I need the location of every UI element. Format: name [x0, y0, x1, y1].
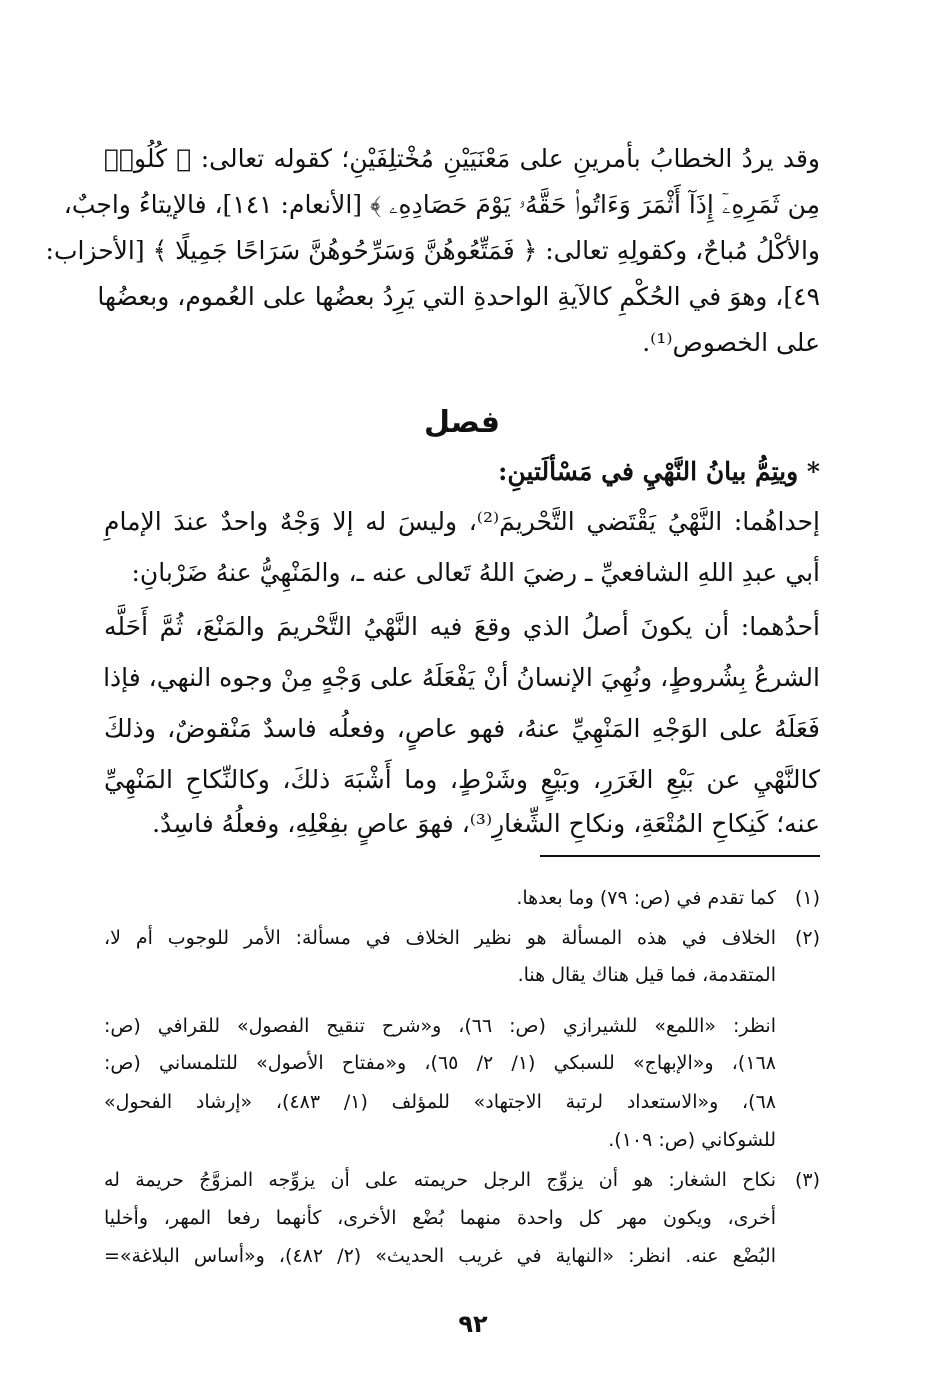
- footnote-number: (٣): [794, 1169, 820, 1191]
- footnote-line: انظر: «اللمع» للشيرازي (ص: ٦٦)، و«شرح تنقيح الفصول» للقرافي (ص:: [104, 1015, 776, 1037]
- intro-paragraph: [45, 137, 820, 367]
- footnote-1: [104, 880, 820, 920]
- text-line: وقد يردُ الخطابُ بأمرينِ على مَعْنَيَيْنِ مُخْتلِفَيْنِ؛ كقوله تعالى: ﴿ كُلُوا۟: [104, 144, 820, 173]
- footnote-line: ١٦٨)، و«الإبهاج» للسبكي (١/ ٢/ ٦٥)، و«مفتاح الأصول» للتلمساني (ص:: [104, 1052, 776, 1074]
- text-line: أحدُهما: أن يكونَ أصلُ الذي وقعَ فيه النَّهْيُ التَّحْريمَ والمَنْعَ، ثُمَّ أَحَلَّه: [104, 612, 820, 641]
- text-line: إحداهُما: النَّهْيُ يَقْتَضي التَّحْريمَ⁽²⁾، وليسَ له إلا وَجْهٌ واحدٌ عندَ الإمامِ: [104, 507, 820, 536]
- text-line: فَعَلَهُ على الوَجْهِ المَنْهِيِّ عنهُ، فهو عاصٍ، وفعلُه فاسدٌ مَنْقوضٌ، وذلكَ: [104, 714, 820, 743]
- section-heading: فصل: [424, 405, 500, 440]
- footnote-3: [104, 1162, 820, 1282]
- footnote-line: المتقدمة، فما قيل هناك يقال هنا.: [517, 964, 776, 986]
- footnote-line: ٦٨)، و«الاستعداد لرتبة الاجتهاد» للمؤلف (١/ ٤٨٣)، «إرشاد الفحول»: [104, 1091, 776, 1113]
- footnote-number: (٢): [794, 927, 820, 949]
- text-line: ٤٩]، وهوَ في الحُكْمِ كالآيةِ الواحدةِ التي يَرِدُ بعضُها على العُموم، وبعضُها: [97, 282, 820, 311]
- footnote-line: نكاح الشغار: هو أن يزوِّج الرجل حريمته على أن يزوِّجه المزوَّجُ حريمة له: [104, 1169, 776, 1191]
- text-line: على الخصوص⁽¹⁾.: [642, 328, 820, 357]
- text-line: مِن ثَمَرِهِۦٓ إِذَآ أَثْمَرَ وَءَاتُوا۟ حَقَّهُۥ يَوْمَ حَصَادِهِۦ ﴾ [الأنعام: ١٤١]، فالإيتاءُ واجبٌ،: [63, 190, 820, 219]
- text-line: والأكْلُ مُباحٌ، وكقولِهِ تعالى: ﴿ فَمَتِّعُوهُنَّ وَسَرِّحُوهُنَّ سَرَاحًا جَمِيلًا ﴾ [الأحزاب:: [45, 236, 820, 265]
- section-body: [104, 450, 820, 840]
- footnote-line: كما تقدم في (ص: ٧٩) وما بعدها.: [516, 887, 776, 909]
- text-line: أبي عبدِ اللهِ الشافعيِّ ـ رضيَ اللهُ تَعالى عنه ـ، والمَنْهِيُّ عنهُ ضَرْبانِ:: [131, 558, 820, 587]
- section-intro: * ويتِمُّ بيانُ النَّهْيِ في مَسْألَتينِ:: [498, 457, 820, 486]
- footnote-2: [104, 920, 820, 1160]
- text-line: كالنَّهْيِ عن بَيْعِ الغَرَرِ، وبَيْعٍ وشَرْطٍ، وما أَشْبَهَ ذلكَ، وكالنِّكاحِ المَنْهِيِّ: [104, 765, 820, 794]
- footnote-line: أخرى، ويكون مهر كل واحدة منهما بُضْع الأخرى، كأنهما رفعا المهر، وأخليا: [104, 1207, 776, 1229]
- footnote-line: للشوكاني (ص: ١٠٩).: [608, 1129, 776, 1151]
- text-line: عنه؛ كَنِكاحِ المُتْعَةِ، ونكاحِ الشِّغارِ⁽³⁾، فهوَ عاصٍ بفِعْلِهِ، وفعلُهُ فاسِدٌ.: [152, 809, 820, 838]
- footnote-line: الخلاف في هذه المسألة هو نظير الخلاف في مسألة: الأمر للوجوب أم لا،: [104, 927, 776, 949]
- text-line: الشرعُ بِشُروطٍ، ونُهِيَ الإنسانُ أنْ يَفْعَلَهُ على وَجْهٍ مِنْ وجوه النهي، فإذا: [103, 663, 820, 692]
- page-number: ٩٢: [458, 1310, 488, 1338]
- footnote-divider: [540, 855, 820, 857]
- footnote-line: البُضْع عنه. انظر: «النهاية في غريب الحديث» (٢/ ٤٨٢)، و«أساس البلاغة»=: [104, 1245, 776, 1267]
- footnote-number: (١): [794, 887, 820, 909]
